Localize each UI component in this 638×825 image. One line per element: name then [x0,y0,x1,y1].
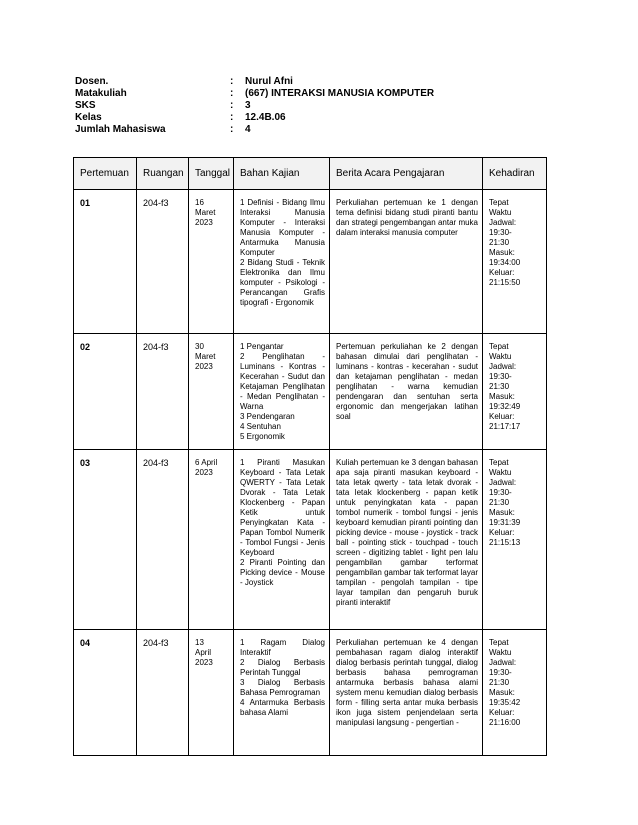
cell-berita: Perkuliahan pertemuan ke 4 dengan pembahasan ragam dialog interaktif dialog berbasis perintah tunggal, dialog berbasis bahasa pemrograman antarmuka berbasis bahasa alami system menu kemudian dialog berbasis form - filling serta antar muka berbasis ikon juga sistem penjendelaan serta manipulasi langsung - pengertian - [330,630,483,756]
cell-ruangan: 204-f3 [137,450,189,630]
info-row-sks [75,100,475,112]
column-header-kehadiran: Kehadiran [483,158,547,190]
cell-bahan: 1 Pengantar 2 Penglihatan - Luminans - Kontras - Kecerahan - Sudut dan Ketajaman Penglihatan - Medan Penglihatan - Warna 3 Pendengaran 4 Sentuhan 5 Ergonomik [234,334,330,450]
table-row [74,190,547,334]
info-label: Matakuliah [75,88,127,99]
cell-berita: Kuliah pertemuan ke 3 dengan bahasan apa saja piranti masukan keyboard - tata letak qwerty - tata letak dvorak - tata letak klockenberg - papan ketik untuk penyingkatan kata - papan tombol numerik - tombol fungsi - jenis keyboard kemudian piranti pointing dan picking device - mouse - joystick - track ball - pointing stick - touchpad - touch screen - digitizing tablet - light pen lalu pengambilan gambar terformat pengambilan gambar tak terformat layar tampilan - pengolah tampilan - tipe layar tampilan dan pengaruh buruk piranti interaktif [330,450,483,630]
column-header-berita: Berita Acara Pengajaran [330,158,483,190]
cell-bahan: 1 Definisi - Bidang Ilmu Interaksi Manusia Komputer - Interaksi Manusia Komputer - Antarmuka Manusia Komputer 2 Bidang Studi - Teknik Elektronika dan Ilmu komputer - Psikologi - Perancangan Grafis tipografi - Ergonomik [234,190,330,334]
info-value: 4 [245,124,251,135]
info-row-kelas [75,112,475,124]
cell-tanggal: 30 Maret 2023 [189,334,234,450]
cell-berita: Perkuliahan pertemuan ke 1 dengan tema definisi bidang studi piranti bantu dan strategi pengembangan antar muka dalam interaksi manusia computer [330,190,483,334]
info-row-dosen [75,76,475,88]
info-colon: : [230,112,234,123]
cell-kehadiran: Tepat Waktu Jadwal: 19:30- 21:30 Masuk: 19:34:00 Keluar: 21:15:50 [483,190,547,334]
column-header-tanggal: Tanggal [189,158,234,190]
course-info [75,76,475,136]
info-value: 3 [245,100,251,111]
info-row-jumlah [75,124,475,136]
column-header-bahan: Bahan Kajian [234,158,330,190]
cell-pertemuan: 01 [74,190,137,334]
info-value: Nurul Afni [245,76,293,87]
info-colon: : [230,76,234,87]
cell-ruangan: 204-f3 [137,334,189,450]
cell-tanggal: 13 April 2023 [189,630,234,756]
info-row-matakuliah [75,88,475,100]
info-colon: : [230,100,234,111]
cell-kehadiran: Tepat Waktu Jadwal: 19:30- 21:30 Masuk: 19:31:39 Keluar: 21:15:13 [483,450,547,630]
cell-tanggal: 6 April 2023 [189,450,234,630]
cell-berita: Pertemuan perkuliahan ke 2 dengan bahasan dimulai dari penglihatan - luminans - kontras - kecerahan - sudut dan ketajaman penglihatan - medan penglihatan - warna kemudian pendengaran dan sentuhan serta ergonomic dan mengerjakan latihan soal [330,334,483,450]
cell-kehadiran: Tepat Waktu Jadwal: 19:30- 21:30 Masuk: 19:35:42 Keluar: 21:16:00 [483,630,547,756]
table-row [74,630,547,756]
info-label: SKS [75,100,96,111]
info-label: Dosen. [75,76,109,87]
cell-kehadiran: Tepat Waktu Jadwal: 19:30- 21:30 Masuk: 19:32:49 Keluar: 21:17:17 [483,334,547,450]
info-label: Jumlah Mahasiswa [75,124,166,135]
column-header-ruangan: Ruangan [137,158,189,190]
info-colon: : [230,124,234,135]
info-colon: : [230,88,234,99]
cell-pertemuan: 04 [74,630,137,756]
attendance-table [73,157,547,756]
cell-bahan: 1 Piranti Masukan Keyboard - Tata Letak QWERTY - Tata Letak Dvorak - Tata Letak Klockenberg - Papan Ketik untuk Penyingkatan Kata - Papan Tombol Numerik - Tombol Fungsi - Jenis Keyboard 2 Piranti Pointing dan Picking device - Mouse - Joystick [234,450,330,630]
table-row [74,334,547,450]
info-value: (667) INTERAKSI MANUSIA KOMPUTER [245,88,435,99]
cell-ruangan: 204-f3 [137,190,189,334]
cell-tanggal: 16 Maret 2023 [189,190,234,334]
cell-ruangan: 204-f3 [137,630,189,756]
table-row [74,450,547,630]
cell-bahan: 1 Ragam Dialog Interaktif 2 Dialog Berbasis Perintah Tunggal 3 Dialog Berbasis Bahasa Pemrograman 4 Antarmuka Berbasis bahasa Alami [234,630,330,756]
table-header-row [74,158,547,190]
info-label: Kelas [75,112,102,123]
cell-pertemuan: 02 [74,334,137,450]
column-header-pertemuan: Pertemuan [74,158,137,190]
cell-pertemuan: 03 [74,450,137,630]
info-value: 12.4B.06 [245,112,286,123]
